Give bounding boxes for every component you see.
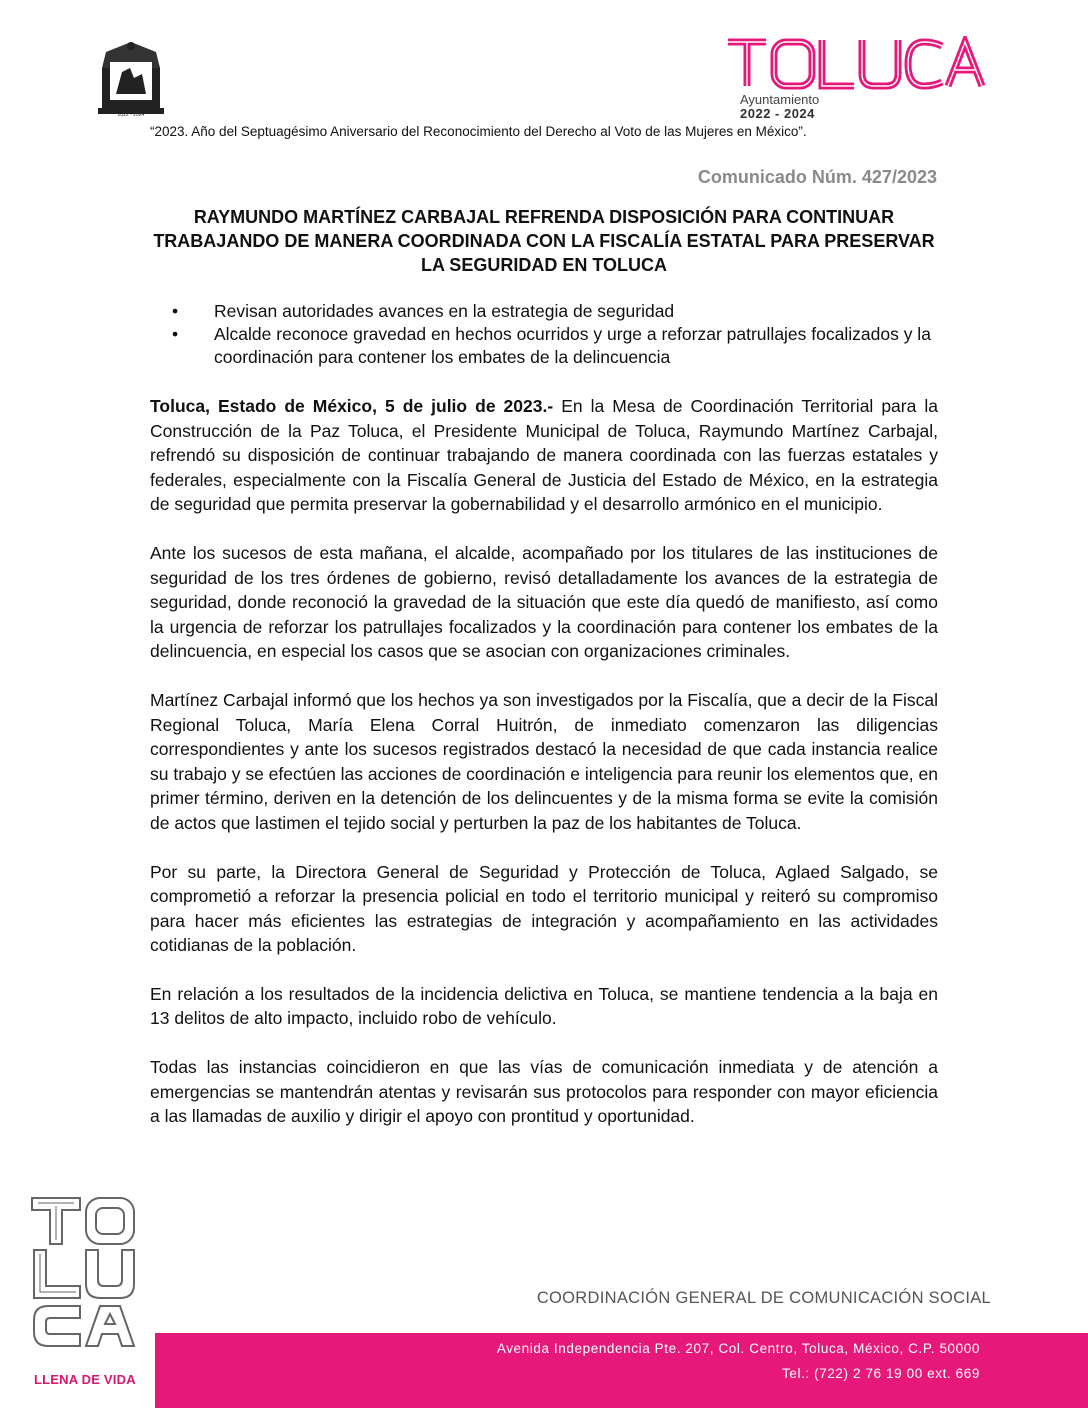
paragraph-text: En la Mesa de Coordinación Territorial para la Construcción de la Paz Toluca, el Presidente Municipal de Toluca, Raymundo Martínez Carbajal, refrendó su disposición de continuar trabajando de manera coordinada con las fuerzas estatales y federales, especialmente con la Fiscalía General de Justicia del Estado de México, en la estrategia de seguridad que permita preservar la gobernabilidad y el desarrollo armónico en el municipio.: [150, 396, 938, 515]
dateline: Toluca, Estado de México, 5 de julio de 2023.-: [150, 396, 554, 416]
summary-bullet: [150, 323, 938, 369]
summary-bullet: [150, 300, 938, 323]
article-paragraph: En relación a los resultados de la incidencia delictiva en Toluca, se mantiene tendencia a la baja en 13 delitos de alto impacto, incluido robo de vehículo.: [150, 983, 938, 1029]
bullet-dot-icon: •: [172, 324, 179, 344]
summary-bullet-text: Alcalde reconoce gravedad en hechos ocurridos y urge a reforzar patrullajes focalizados y la coordinación para contener los embates de la delincuencia: [214, 324, 931, 367]
article-body: [150, 394, 938, 1153]
toluca-wordmark-logo: [724, 36, 986, 90]
footer-slogan: LLENA DE VIDA: [34, 1372, 136, 1387]
footer-address: Avenida Independencia Pte. 207, Col. Centro, Toluca, México, C.P. 50000: [496, 1341, 980, 1356]
comunicado-number: Comunicado Núm. 427/2023: [697, 167, 937, 187]
article-paragraph: Martínez Carbajal informó que los hechos ya son investigados por la Fiscalía, que a decir de la Fiscal Regional Toluca, María Elena Corral Huitrón, de inmediato comenzaron las diligencias correspondientes y ante los sucesos registrados destacó la necesidad de que cada instancia realice su trabajo y se efectúen las acciones de coordinación e inteligencia para reunir los elementos que, en primer término, deriven en la detención de los delincuentes y de la misma forma se evite la comisión de actos que lastimen el tejido social y perturben la paz de los habitantes de Toluca.: [150, 689, 938, 833]
article-paragraph: [150, 394, 938, 517]
year-motto: “2023. Año del Septuagésimo Aniversario del Reconocimiento del Derecho al Voto de las Mujeres en México”.: [150, 124, 807, 139]
seal-caption-line1: Ayuntamiento de Toluca: [104, 106, 158, 112]
article-paragraph: Todas las instancias coincidieron en que las vías de comunicación inmediata y de atención a emergencias se mantendrán atentas y revisarán sus protocolos para responder con mayor eficiencia a las llamadas de auxilio y dirigir el apoyo con prontitud y oportunidad.: [150, 1057, 938, 1127]
toluca-stacked-logo: [28, 1194, 140, 1350]
seal-caption-line2: 2022 - 2024: [117, 112, 145, 118]
article-paragraph: Por su parte, la Directora General de Seguridad y Protección de Toluca, Aglaed Salgado, se comprometió a reforzar la presencia policial en todo el territorio municipal y reiteró su compromiso para hacer más eficientes las estrategias de integración y acompañamiento en las actividades cotidianas de la población.: [150, 861, 938, 956]
seal-caption: [88, 106, 174, 118]
ayuntamiento-label: Ayuntamiento: [740, 92, 820, 107]
headline: RAYMUNDO MARTÍNEZ CARBAJAL REFRENDA DISPOSICIÓN PARA CONTINUAR TRABAJANDO DE MANERA COORDINADA CON LA FISCALÍA ESTATAL PARA PRESERVAR LA SEGURIDAD EN TOLUCA: [153, 207, 935, 275]
footer-phone: Tel.: (722) 2 76 19 00 ext. 669: [782, 1366, 980, 1381]
article-paragraph: Ante los sucesos de esta mañana, el alcalde, acompañado por los titulares de las instituciones de seguridad de los tres órdenes de gobierno, revisó detalladamente los avances de la estrategia de seguridad, donde reconoció la gravedad de la situación que este día quedó de manifiesto, así como la urgencia de reforzar los patrullajes focalizados y la coordinación para contener los embates de la delincuencia, en especial los casos que se asocian con organizaciones criminales.: [150, 542, 938, 662]
summary-bullets: [150, 300, 938, 369]
ayuntamiento-years: 2022 - 2024: [740, 106, 815, 121]
summary-bullet-text: Revisan autoridades avances en la estrategia de seguridad: [214, 301, 675, 321]
footer-department: COORDINACIÓN GENERAL DE COMUNICACIÓN SOCIAL: [536, 1289, 991, 1307]
bullet-dot-icon: •: [172, 301, 179, 321]
